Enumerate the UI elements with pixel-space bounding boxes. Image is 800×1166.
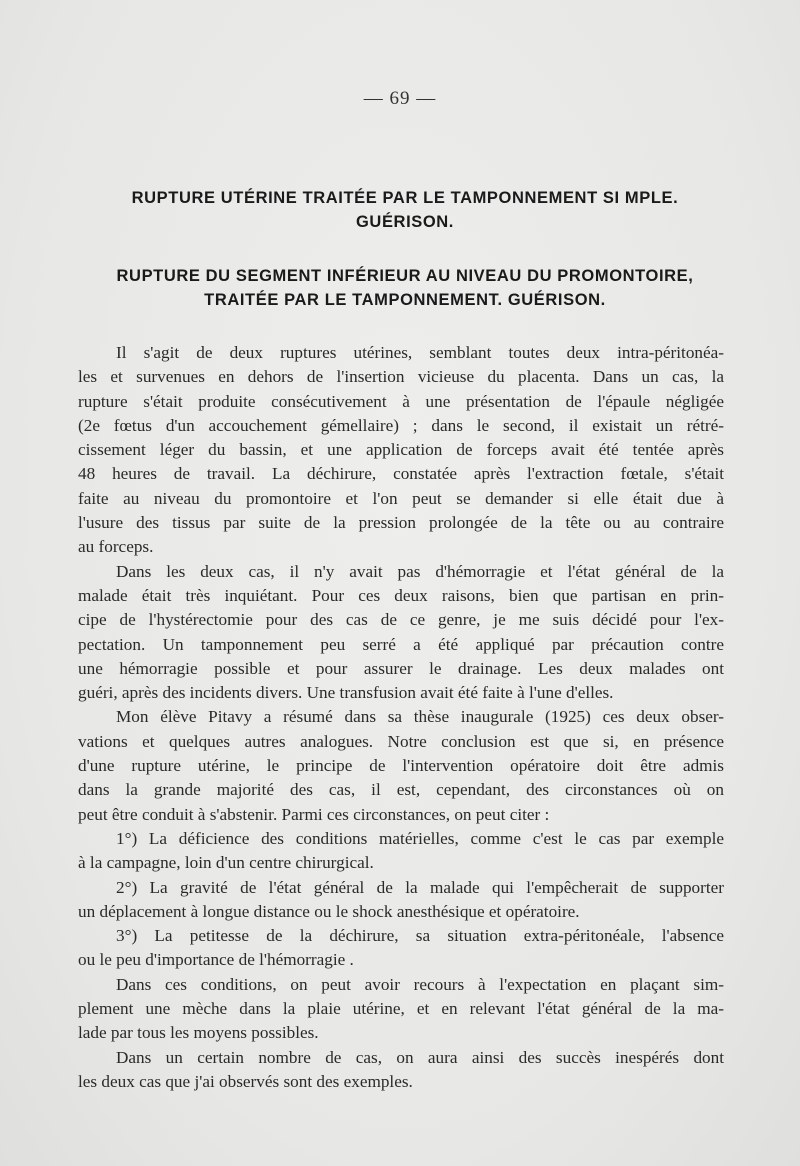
text-line: les et survenues en dehors de l'insertion vicieuse du placenta. Dans un cas, la (78, 367, 724, 387)
section-heading-2 (70, 264, 740, 312)
heading-line: RUPTURE DU SEGMENT INFÉRIEUR AU NIVEAU DU PROMONTOIRE, (116, 267, 694, 285)
paragraph (78, 1046, 724, 1095)
text-line: 1°) La déficience des conditions matérielles, comme c'est le cas par exemple (116, 828, 724, 848)
text-line: Dans un certain nombre de cas, on aura ainsi des succès inespérés dont (116, 1047, 724, 1067)
text-line: à la campagne, loin d'un centre chirurgical. (78, 853, 374, 873)
text-line: cissement léger du bassin, et une application de forceps avait été tentée après (78, 440, 724, 460)
heading-line: TRAITÉE PAR LE TAMPONNEMENT. GUÉRISON. (204, 291, 606, 309)
text-line: au forceps. (78, 537, 154, 557)
paragraph (78, 973, 724, 1046)
text-line: Il s'agit de deux ruptures utérines, semblant toutes deux intra-péritonéa- (116, 343, 724, 362)
paragraph (78, 827, 724, 876)
text-line: faite au niveau du promontoire et l'on peut se demander si elle était due à (78, 488, 724, 508)
page-number: — 69 — (363, 88, 437, 109)
text-line: 3°) La petitesse de la déchirure, sa situation extra-péritonéale, l'absence (116, 926, 724, 946)
paragraph (78, 341, 724, 560)
paragraph (78, 924, 724, 973)
text-line: 48 heures de travail. La déchirure, constatée après l'extraction fœtale, s'était (78, 464, 724, 484)
body-text (78, 341, 724, 1094)
text-line: Dans ces conditions, on peut avoir recours à l'expectation en plaçant sim- (116, 974, 724, 994)
text-line: lade par tous les moyens possibles. (78, 1023, 319, 1043)
paragraph (78, 560, 724, 706)
paragraph (78, 876, 724, 925)
paragraph (78, 705, 724, 826)
text-line: d'une rupture utérine, le principe de l'intervention opératoire doit être admis (78, 756, 724, 776)
heading-line: GUÉRISON. (356, 213, 454, 231)
heading-line: RUPTURE UTÉRINE TRAITÉE PAR LE TAMPONNEMENT SI MPLE. (131, 189, 679, 207)
text-line: les deux cas que j'ai observés sont des exemples. (78, 1071, 413, 1091)
text-line: dans la grande majorité des cas, il est, cependant, des circonstances où on (78, 780, 724, 800)
text-line: guéri, après des incidents divers. Une transfusion avait été faite à l'une d'elles. (78, 683, 614, 703)
section-heading-1 (70, 186, 740, 234)
text-line: rupture s'était produite consécutivement à une présentation de l'épaule négligée (78, 391, 724, 411)
text-line: plement une mèche dans la plaie utérine, et en relevant l'état général de la ma- (78, 999, 724, 1019)
text-line: 2°) La gravité de l'état général de la malade qui l'empêcherait de supporter (116, 877, 724, 897)
text-line: une hémorragie possible et pour assurer le drainage. Les deux malades ont (78, 658, 724, 678)
text-line: (2e fœtus d'un accouchement gémellaire) ; dans le second, il existait un rétré- (78, 415, 724, 435)
text-line: Mon élève Pitavy a résumé dans sa thèse inaugurale (1925) ces deux obser- (116, 707, 724, 727)
text-line: cipe de l'hystérectomie pour des cas de ce genre, je me suis décidé pour l'ex- (78, 610, 724, 630)
text-line: un déplacement à longue distance ou le shock anesthésique et opératoire. (78, 901, 580, 921)
text-line: malade était très inquiétant. Pour ces deux raisons, bien que partisan en prin- (78, 585, 724, 605)
text-line: peut être conduit à s'abstenir. Parmi ces circonstances, on peut citer : (78, 804, 550, 824)
text-line: Dans les deux cas, il n'y avait pas d'hémorragie et l'état général de la (116, 561, 724, 581)
text-line: ou le peu d'importance de l'hémorragie . (78, 950, 354, 970)
text-line: vations et quelques autres analogues. Notre conclusion est que si, en présence (78, 731, 724, 751)
text-line: l'usure des tissus par suite de la pression prolongée de la tête ou au contraire (78, 513, 724, 533)
text-line: pectation. Un tamponnement peu serré a été appliqué par précaution contre (78, 634, 724, 654)
